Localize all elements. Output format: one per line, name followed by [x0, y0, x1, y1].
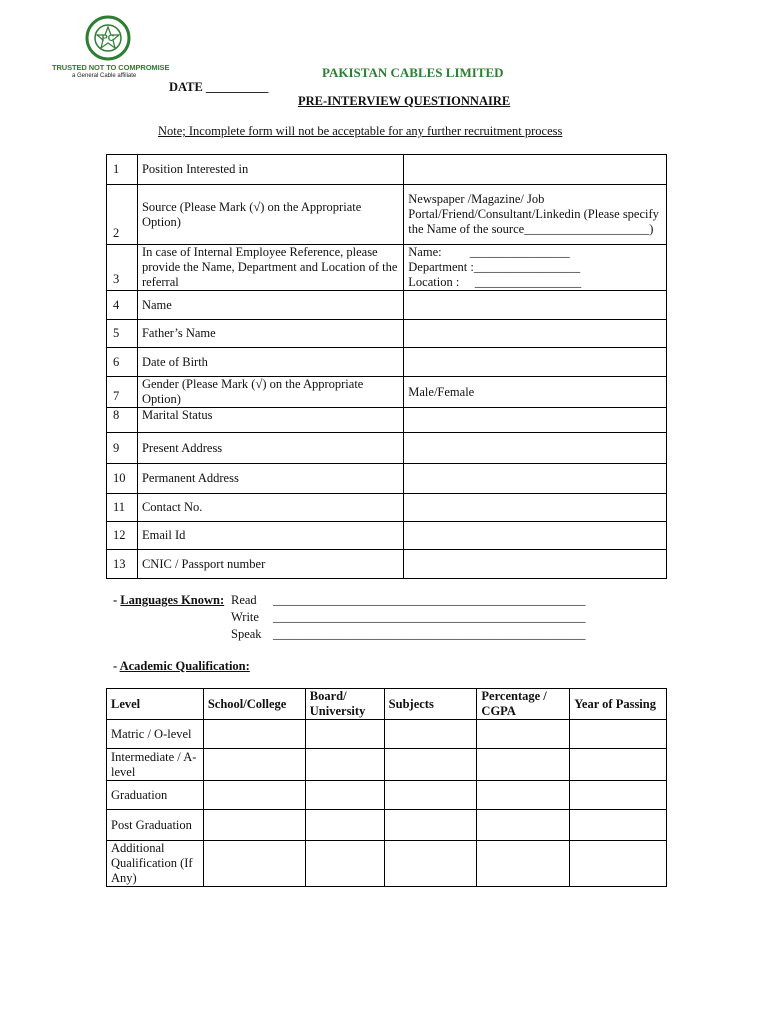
percentage-cell[interactable]: [477, 720, 570, 749]
question-label: Position Interested in: [137, 155, 403, 185]
question-label: Email Id: [137, 522, 403, 550]
table-header-row: [107, 689, 667, 720]
answer-cell[interactable]: Male/Female: [404, 377, 667, 408]
table-row: [107, 377, 667, 408]
table-row: [107, 155, 667, 185]
year-cell[interactable]: [570, 841, 667, 887]
row-number: 1: [107, 155, 138, 185]
table-row: [107, 550, 667, 579]
table-row: [107, 433, 667, 464]
question-label: In case of Internal Employee Reference, please provide the Name, Department and Location of the referral: [137, 245, 403, 291]
language-write-line[interactable]: __________________________________________________: [273, 610, 586, 624]
table-row: [107, 494, 667, 522]
year-cell[interactable]: [570, 810, 667, 841]
school-cell[interactable]: [203, 841, 305, 887]
table-row: [107, 320, 667, 348]
subjects-cell[interactable]: [384, 810, 477, 841]
logo-affiliate: a General Cable affiliate: [72, 73, 137, 79]
question-label: Marital Status: [137, 408, 403, 433]
date-field[interactable]: DATE __________: [169, 80, 269, 94]
answer-cell[interactable]: [404, 155, 667, 185]
col-header-board: Board/ University: [305, 689, 384, 720]
board-cell[interactable]: [305, 749, 384, 781]
subjects-cell[interactable]: [384, 720, 477, 749]
table-row: [107, 781, 667, 810]
col-header-level: Level: [107, 689, 204, 720]
row-number: 5: [107, 320, 138, 348]
subjects-cell[interactable]: [384, 749, 477, 781]
answer-cell[interactable]: [404, 245, 667, 291]
logo-tagline: TRUSTED NOT TO COMPROMISE: [52, 63, 170, 72]
table-row: [107, 522, 667, 550]
col-header-percentage: Percentage / CGPA: [477, 689, 570, 720]
school-cell[interactable]: [203, 720, 305, 749]
table-row: [107, 749, 667, 781]
level-label: Graduation: [107, 781, 204, 810]
row-number: 13: [107, 550, 138, 579]
answer-cell[interactable]: [404, 464, 667, 494]
table-row: [107, 464, 667, 494]
level-label: Intermediate / A-level: [107, 749, 204, 781]
row-number: 9: [107, 433, 138, 464]
referral-name-line: Name: ________________: [408, 245, 570, 259]
answer-cell[interactable]: [404, 320, 667, 348]
answer-cell[interactable]: [404, 433, 667, 464]
answer-cell[interactable]: [404, 522, 667, 550]
table-row: [107, 185, 667, 245]
percentage-cell[interactable]: [477, 841, 570, 887]
board-cell[interactable]: [305, 720, 384, 749]
academic-heading: [113, 659, 250, 674]
questionnaire-table: [106, 154, 667, 579]
svg-text:PC: PC: [101, 33, 115, 43]
table-row: [107, 348, 667, 377]
question-label: Name: [137, 291, 403, 320]
referral-location-line: Location : _________________: [408, 275, 582, 289]
company-name: PAKISTAN CABLES LIMITED: [322, 65, 504, 80]
answer-cell[interactable]: [404, 494, 667, 522]
row-number: 8: [107, 408, 138, 433]
row-number: 2: [107, 185, 138, 245]
answer-cell[interactable]: [404, 348, 667, 377]
percentage-cell[interactable]: [477, 749, 570, 781]
row-number: 12: [107, 522, 138, 550]
table-row: [107, 720, 667, 749]
language-read-line[interactable]: __________________________________________________: [273, 593, 586, 607]
percentage-cell[interactable]: [477, 781, 570, 810]
board-cell[interactable]: [305, 781, 384, 810]
question-label: Present Address: [137, 433, 403, 464]
question-label: Source (Please Mark (√) on the Appropriate Option): [137, 185, 403, 245]
board-cell[interactable]: [305, 810, 384, 841]
board-cell[interactable]: [305, 841, 384, 887]
table-row: [107, 810, 667, 841]
row-number: 10: [107, 464, 138, 494]
school-cell[interactable]: [203, 749, 305, 781]
answer-cell[interactable]: [404, 550, 667, 579]
col-header-year: Year of Passing: [570, 689, 667, 720]
academic-heading-text: Academic Qualification:: [119, 659, 250, 673]
col-header-school: School/College: [203, 689, 305, 720]
row-number: 6: [107, 348, 138, 377]
languages-section: [113, 593, 613, 649]
col-header-subjects: Subjects: [384, 689, 477, 720]
year-cell[interactable]: [570, 749, 667, 781]
subjects-cell[interactable]: [384, 781, 477, 810]
year-cell[interactable]: [570, 781, 667, 810]
answer-cell[interactable]: [404, 291, 667, 320]
subjects-cell[interactable]: [384, 841, 477, 887]
question-label: CNIC / Passport number: [137, 550, 403, 579]
percentage-cell[interactable]: [477, 810, 570, 841]
row-number: 3: [107, 245, 138, 291]
year-cell[interactable]: [570, 720, 667, 749]
table-row: [107, 841, 667, 887]
academic-heading-prefix: -: [113, 659, 120, 673]
answer-cell[interactable]: Newspaper /Magazine/ Job Portal/Friend/Consultant/Linkedin (Please specify the Name of the source____________________): [404, 185, 667, 245]
language-write-label: Write: [231, 610, 259, 624]
row-number: 11: [107, 494, 138, 522]
table-row: [107, 245, 667, 291]
level-label: Post Graduation: [107, 810, 204, 841]
school-cell[interactable]: [203, 810, 305, 841]
row-number: 4: [107, 291, 138, 320]
pakistan-cables-logo-icon: [80, 14, 136, 64]
referral-department-line: Department :_________________: [408, 260, 581, 274]
question-label: Date of Birth: [137, 348, 403, 377]
languages-title: - Languages Known:: [113, 593, 225, 607]
table-row: [107, 291, 667, 320]
level-label: Additional Qualification (If Any): [107, 841, 204, 887]
question-label: Contact No.: [137, 494, 403, 522]
language-speak-label: Speak: [231, 627, 262, 641]
question-label: Gender (Please Mark (√) on the Appropriate Option): [137, 377, 403, 408]
answer-cell[interactable]: [404, 408, 667, 433]
question-label: Permanent Address: [137, 464, 403, 494]
school-cell[interactable]: [203, 781, 305, 810]
row-number: 7: [107, 377, 138, 408]
language-speak-line[interactable]: __________________________________________________: [273, 627, 586, 641]
page-title: PRE-INTERVIEW QUESTIONNAIRE: [298, 94, 511, 108]
form-note: Note; Incomplete form will not be acceptable for any further recruitment process: [158, 124, 563, 138]
question-label: Father’s Name: [137, 320, 403, 348]
language-read-label: Read: [231, 593, 257, 607]
table-row: [107, 408, 667, 433]
academic-table: [106, 688, 667, 887]
level-label: Matric / O-level: [107, 720, 204, 749]
